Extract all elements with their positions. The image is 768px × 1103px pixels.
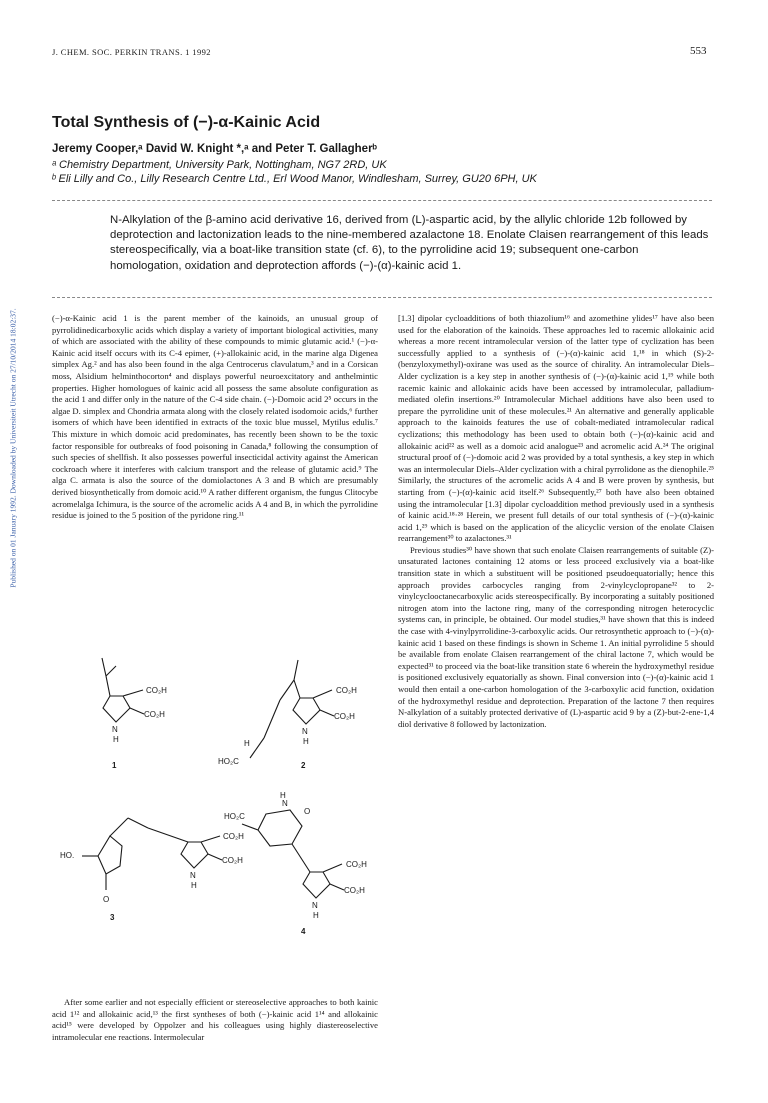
structures-figure — [58, 646, 384, 986]
right-column-paragraph-2: Previous studies³⁰ have shown that such enolate Claisen rearrangements of suitable (Z)-unsaturated lactones containing 12 atoms or less proceed exclusively via a boat-like transition state in which a substituent will be positioned pseudoequatorially; hence this approach provides carbocycles ranging from 2-vinylcyclopropane³² to 2-vinylcyclooctanecarboxylic acids stereospecifically. By incorporating a suitably positioned nitrogen atom into the lactone ring, many of the corresponding nitrogen heterocyclic systems can, in principle, be obtained. Our model studies,³¹ have shown that this is indeed the case with 4-vinylpyrrolidine-3-carboxylic acids. Our retrosynthetic approach to (−)-(α)-kainic acid 1 based on these findings is shown in Scheme 1. An initial pyrrolidine 5 should be available from enolate Claisen rearrangement of the chiral lactone 7, which would be expected³¹ to proceed via the boat-like transition state 6 wherein the hydroxymethyl residue is positioned exclusively equatorially as shown. Final conversion into (−)-(α)-kainic acid 1 would then entail a one-carbon homologation of the 3-carboxylic acid function, oxidation of the hydroxymethyl residue and deprotection. Preparation of the lactone 7 then requires N-alkylation of a suitably protected derivative of (L)-aspartic acid 9 by a (Z)-but-2-ene-1,4 diol derivative 8 followed by lactonization. — [398, 544, 714, 729]
structure-1 — [102, 658, 167, 770]
article-title: Total Synthesis of (−)-α-Kainic Acid — [52, 114, 321, 131]
bottom-divider — [52, 297, 712, 298]
journal-header: J. CHEM. SOC. PERKIN TRANS. 1 1992 — [52, 47, 211, 57]
structure-3-o: O — [103, 895, 110, 904]
page-number: 553 — [690, 45, 707, 57]
structure-1-n: N — [112, 725, 118, 734]
structure-4-n: N — [312, 901, 318, 910]
left-column-paragraph: (−)-α-Kainic acid 1 is the parent member of the kainoids, an unusual group of pyrrolidinedicarboxylic acids which display a variety of important biological activities, many of which are associated with the ability of these compounds to mimic glutamic acid.¹ (−)-α-Kainic acid itself occurs with its C-4 epimer, (+)-allokainic acid, in the marine alga Digenea simplex Ag.² and has also been found in the alga Centrocerus clavulatum,³ and in a Corsican moss, Alsidium helminthocorton⁴ and displays powerful neuroexcitatory and anthelmintic properties. Higher homologues of kainic acid all possess the same absolute configuration as the acid 1 and differ only in the nature of the C-4 side chain. (−)-Domoic acid 2⁵ occurs in the algae D. simplex and Chondria armata along with the closely related isodomoic acids,⁶ further isomers of which have been identified in extracts of the toxic blue mussel, Mytilus edulis.⁷ This mixture in which domoic acid predominates, has recently been shown to be the toxic factor responsible for outbreaks of food poisoning in Canada,⁸ following the consumption of such species of shellfish. It also possesses powerful insecticidal activity against the American cockroach where it interferes with calcium transport and the release of glutamic acid.⁹ The alga C. armata is also the source of the domiolactones A 3 and B which are presumably derived biosynthetically from domoic acid.¹⁰ A rather different organism, the fungus Clitocybe acromelalga Ichimura, is the source of the acromelic acids A 4 and B, in which the pyrrolidine residue is joined to the 5 position of the pyridone ring.¹¹ — [52, 313, 378, 521]
left-column-bottom-paragraph: After some earlier and not especially efficient or stereoselective approaches to both kainic acid 1¹² and allokainic acid,¹³ the first syntheses of both (−)-kainic acid 1¹⁴ and allokainic acid¹⁵ were developed by Oppolzer and his colleagues using highly diastereoselective intramolecular ene reactions. Intermolecular — [52, 997, 378, 1042]
structure-3-co2h-top: CO₂H — [223, 832, 244, 841]
structure-2-h: H — [303, 737, 309, 746]
structure-1-number: 1 — [112, 761, 117, 770]
structure-3-n: N — [190, 871, 196, 880]
structure-2-n: N — [302, 727, 308, 736]
right-column-paragraph-1: [1.3] dipolar cycloadditions of both thiazolium¹⁶ and azomethine ylides¹⁷ have also been used for the elaboration of the kainoids. These approaches led to racemic allokainic acid whereas a more recent intramolecular version of the latter type of cyclization has been successfully applied to a synthesis of (−)-(α)-kainic acid 1,¹⁸ in which (S)-2-(benzyloxymethyl)-oxirane was used as the source of chirality. An intramolecular Diels–Alder cyclization is a key step in another synthesis of (−)-(α)-kainic acid 1,¹⁹ while both racemic kainic and allokainic acids have been accessed by intramolecular, palladium-mediated olefin insertions.²⁰ Intramolecular Michael additions have also been used to prepare the pyrrolidine unit of these molecules.²¹ An alternative and generally applicable approach to the kainoids features the use of cobalt-mediated intramolecular radical cyclizations; this methodology has been used to obtain both (−)-(α)-kainic acid and allokainic acid²² as well as a domoic acid analogue²³ and acromelic acid A.²⁴ The original structural proof of (−)-domoic acid 2 was provided by a total synthesis, a key step in which was an intermolecular Diels–Alder cyclization with a chiral pyrrolidone as the dienophile.²⁵ Similarly, the structures of the acromelic acids A 4 and B were proven by synthesis, but starting from (−)-(α)-kainic acid itself.²⁶ Subsequently,²⁷ both have also been obtained using the intramolecular [1.3] dipolar cycloaddition method previously used in a synthesis of kainic acid.¹⁸·²⁸ Herein, we present full details of our total synthesis of (−)-(α)-kainic acid 1,²⁹ which is based on the application of the alicyclic version of the enolate Claisen rearrangement³⁰ to azalactones.³¹ — [398, 313, 714, 544]
structure-2 — [218, 660, 357, 770]
structure-1-co2h-top: CO₂H — [146, 686, 167, 695]
structure-4-co2h-top: CO₂H — [346, 860, 367, 869]
structure-4-co2h-ring: CO₂H — [344, 886, 365, 895]
structure-3 — [60, 818, 244, 922]
structure-4-number: 4 — [301, 927, 306, 936]
top-divider — [52, 200, 712, 201]
structure-2-ho2c: HO₂C — [218, 757, 239, 766]
download-watermark — [2, 238, 24, 658]
abstract: N-Alkylation of the β-amino acid derivative 16, derived from (L)-aspartic acid, by the allylic chloride 12b followed by deprotection and lactonization leads to the nine-membered azalactone 18. Enolate Claisen rearrangement of this leads stereospecifically, via a boat-like transition state (cf. 6), to the pyrrolidine acid 19; subsequent one-carbon homologation, oxidation and deprotection affords (−)-(α)-kainic acid 1. — [110, 214, 709, 272]
left-column — [52, 313, 378, 522]
structure-4-nh-n: N — [282, 799, 288, 808]
structure-3-co2h-ring: CO₂H — [222, 856, 243, 865]
article-authors: Jeremy Cooper,ᵃ David W. Knight *,ᵃ and Peter T. Gallagherᵇ — [52, 143, 378, 155]
structure-4-nh-h: H — [280, 791, 286, 800]
download-watermark-text: Published on 01 January 1992. Downloaded by Universiteit Utrecht on 27/10/2014 18:02:37. — [8, 308, 18, 588]
structure-3-h: H — [191, 881, 197, 890]
structure-1-co2h-ring: CO₂H — [144, 710, 165, 719]
structure-4-h: H — [313, 911, 319, 920]
structure-4 — [224, 791, 367, 936]
structure-2-co2h-top: CO₂H — [336, 686, 357, 695]
structure-4-ho2c: HO₂C — [224, 812, 245, 821]
structure-4-o: O — [304, 807, 311, 816]
structure-2-co2h-ring: CO₂H — [334, 712, 355, 721]
right-column — [398, 313, 714, 730]
structure-1-h: H — [113, 735, 119, 744]
structure-3-ho: HO. — [60, 851, 75, 860]
left-column-bottom — [52, 997, 378, 1043]
structure-2-h-alkene: H — [244, 739, 250, 748]
affiliation-a: ᵃ Chemistry Department, University Park, Nottingham, NG7 2RD, UK — [52, 159, 387, 171]
affiliation-b: ᵇ Eli Lilly and Co., Lilly Research Centre Ltd., Erl Wood Manor, Windlesham, Surrey, GU20 6PH, UK — [52, 173, 537, 185]
structure-2-number: 2 — [301, 761, 306, 770]
structure-3-number: 3 — [110, 913, 115, 922]
